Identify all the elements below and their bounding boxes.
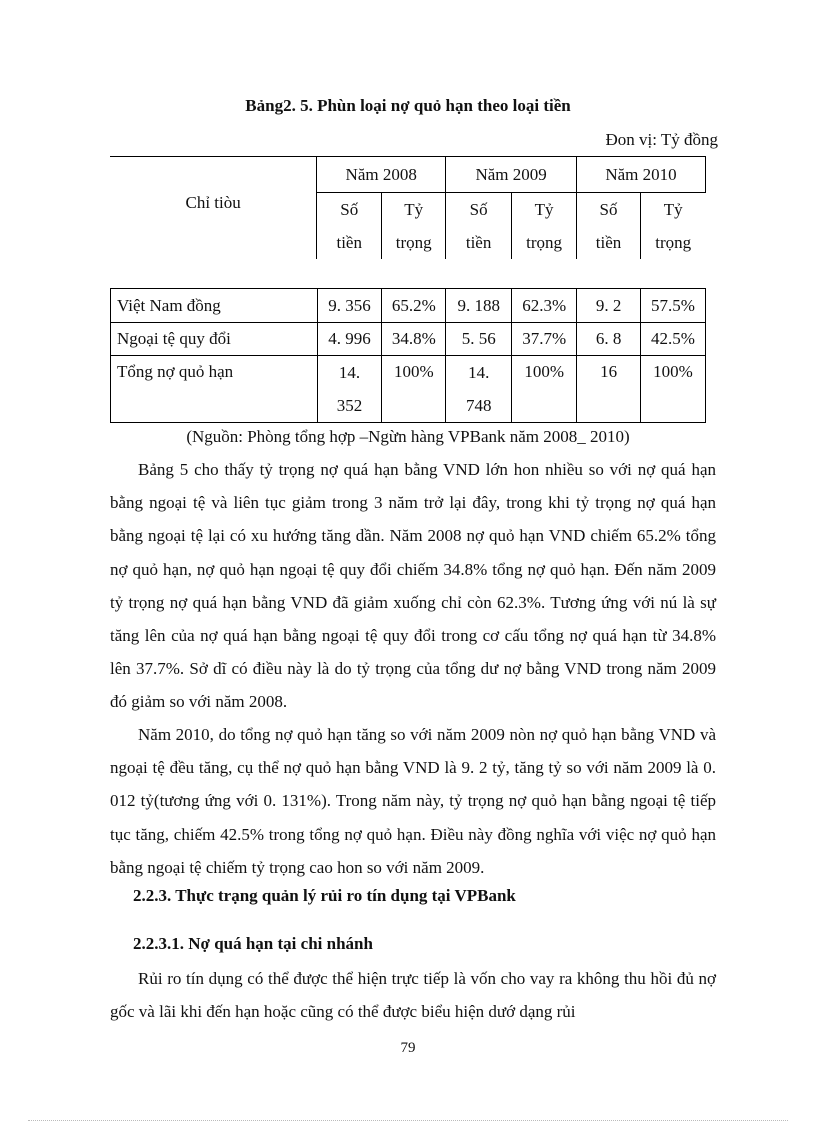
unit-label: Đon vị: Tỷ đồng [605,130,718,149]
table-cell: 9. 188 [446,289,512,323]
year-2010: Năm 2010 [577,157,706,193]
sub-share: Tỷ trọng [512,193,577,260]
table-cell: 57.5% [641,289,706,323]
sub-share: Tỷ trọng [640,193,705,260]
paragraph: Rủi ro tín dụng có thể được thể hiện trực tiếp là vốn cho vay ra không thu hồi đủ nợ gốc và lãi khi đến hạn hoặc cũng có thể được biểu hiện dướ dạng rủi [110,969,716,1022]
table-cell: 14. 748 [446,356,512,423]
sub-share: Tỷ trọng [382,193,446,260]
row-label: Ngoại tệ quy đổi [111,323,318,356]
table-cell: 14. 352 [317,356,382,423]
table-cell: 9. 356 [317,289,382,323]
paragraph: Bảng 5 cho thấy tỷ trọng nợ quá hạn bằng VND lớn hon nhiều so với nợ quá hạn bằng ngoại tệ và liên tục giảm trong 3 năm trở lại đây, trong khi tỷ trọng nợ quá hạn bằng ngoại tệ lại có xu hướng tăng dần. Năm 2008 nợ quỏ hạn VND chiếm 65.2% tổng nợ quỏ hạn, nợ quỏ hạn ngoại tệ quy đổi chiếm 34.8% tổng nợ quỏ hạn. Đến năm 2009 tỷ trọng nợ quá hạn bằng VND đã giảm xuống chỉ còn 62.3%. Tương ứng với nú là sự tăng lên của nợ quá hạn bằng ngoại tệ quy đổi trong cơ cấu tổng nợ quá hạn từ 34.8% lên 37.7%. Sở dĩ có điều này là do tỷ trọng của tổng dư nợ bằng VND trong năm 2009 đó giảm so với năm 2008. [110,460,716,712]
table-header [110,156,706,259]
table-cell: 16 [577,356,641,423]
page-footer-rule [28,1120,788,1121]
table-cell: 9. 2 [577,289,641,323]
page-number: 79 [400,1040,416,1056]
header-label: Chỉ tiòu [110,157,317,260]
subsection-heading: 2.2.3.1. Nợ quá hạn tại chi nhánh [133,934,373,953]
table-cell: 100% [382,356,446,423]
table-cell: 4. 996 [317,323,382,356]
table-row [111,356,706,423]
row-label: Tổng nợ quỏ hạn [111,356,318,423]
paragraph: Năm 2010, do tổng nợ quỏ hạn tăng so với năm 2009 nòn nợ quỏ hạn bằng VND và ngoại tệ đều tăng, cụ thể nợ quỏ hạn bằng VND là 9. 2 tỷ, tăng tỷ so với năm 2009 là 0. 012 tỷ(tương ứng với 0. 131%). Trong năm này, tỷ trọng nợ quỏ hạn bằng ngoại tệ tiếp tục tăng, chiếm 42.5% trong tổng nợ quỏ hạn. Điều này đồng nghĩa với việc nợ quỏ hạn bằng ngoại tệ chiếm tỷ trọng cao hon so với năm 2009. [110,725,716,877]
sub-amount: Số tiền [577,193,641,260]
table-cell: 42.5% [641,323,706,356]
table-source: (Nguồn: Phòng tổng hợp –Ngừn hàng VPBank năm 2008_ 2010) [186,427,630,446]
sub-amount: Số tiền [446,193,512,260]
table-cell: 37.7% [512,323,577,356]
table-cell: 62.3% [512,289,577,323]
table-row [111,289,706,323]
section-heading: 2.2.3. Thực trạng quản lý rủi ro tín dụng tại VPBank [133,886,516,905]
table-cell: 100% [641,356,706,423]
table-body [110,288,706,423]
sub-amount: Số tiền [317,193,382,260]
row-label: Việt Nam đồng [111,289,318,323]
table-row [111,323,706,356]
table-title: Bảng2. 5. Phùn loại nợ quỏ hạn theo loại tiền [245,96,571,115]
year-2008: Năm 2008 [317,157,446,193]
table-cell: 100% [512,356,577,423]
table-cell: 5. 56 [446,323,512,356]
year-2009: Năm 2009 [446,157,577,193]
table-cell: 6. 8 [577,323,641,356]
table-cell: 34.8% [382,323,446,356]
table-cell: 65.2% [382,289,446,323]
